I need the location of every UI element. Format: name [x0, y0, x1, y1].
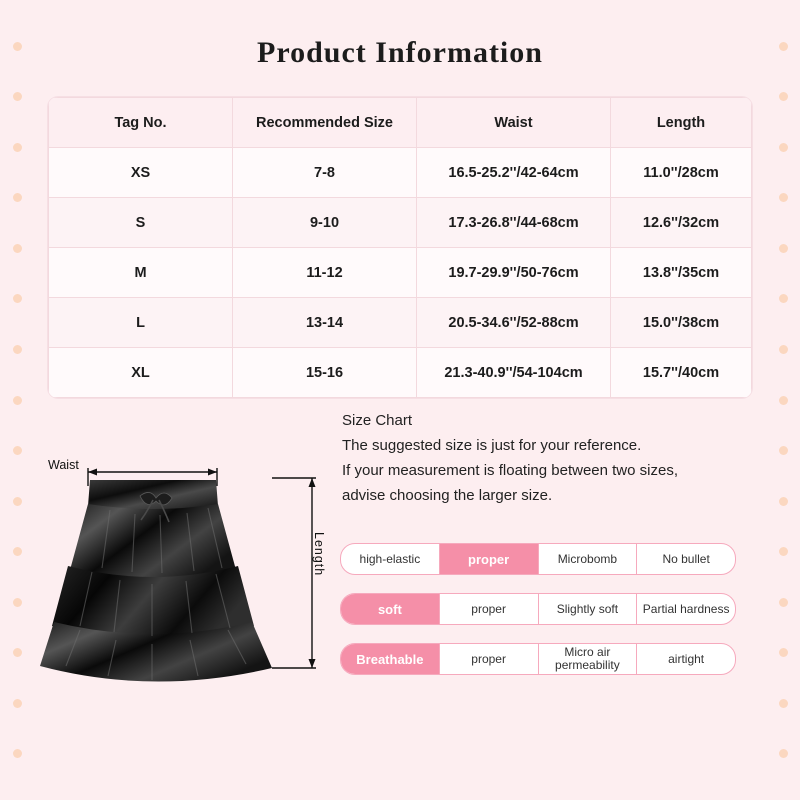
property-cell: No bullet: [662, 551, 710, 566]
property-row-elasticity: [340, 543, 736, 575]
dot-icon: [779, 143, 788, 152]
cell-tag-no: S: [49, 198, 233, 248]
dot-icon: [779, 345, 788, 354]
cell-length: 15.7''/40cm: [611, 348, 752, 398]
dot-icon: [13, 699, 22, 708]
dot-icon: [779, 396, 788, 405]
cell-recommended-size: 15-16: [233, 348, 417, 398]
cell-tag-no: XS: [49, 148, 233, 198]
cell-recommended-size: 11-12: [233, 248, 417, 298]
property-cell: high-elastic: [341, 544, 440, 574]
property-row-breathability: [340, 643, 736, 675]
decorative-dots-left: [2, 0, 32, 800]
column-header-length: Length: [611, 98, 752, 148]
property-cell: Partial hardness: [642, 601, 730, 616]
cell-tag-no: XL: [49, 348, 233, 398]
cell-waist: 16.5-25.2''/42-64cm: [417, 148, 611, 198]
dot-icon: [779, 497, 788, 506]
cell-length: 15.0''/38cm: [611, 298, 752, 348]
note-line-4: advise choosing the larger size.: [342, 487, 553, 504]
property-row-softness: [340, 593, 736, 625]
table-row: [49, 248, 752, 298]
decorative-dots-right: [768, 0, 798, 800]
page-title: Product Information: [257, 36, 543, 69]
dot-icon: [13, 446, 22, 455]
cell-waist: 20.5-34.6''/52-88cm: [417, 298, 611, 348]
dot-icon: [779, 598, 788, 607]
note-line-1: Size Chart: [342, 412, 413, 429]
cell-tag-no: M: [49, 248, 233, 298]
cell-waist: 17.3-26.8''/44-68cm: [417, 198, 611, 248]
table-row: [49, 198, 752, 248]
cell-recommended-size: 13-14: [233, 298, 417, 348]
dot-icon: [13, 143, 22, 152]
column-header-tag-no: Tag No.: [49, 98, 233, 148]
dot-icon: [13, 648, 22, 657]
dot-icon: [779, 699, 788, 708]
dot-icon: [13, 497, 22, 506]
property-cell: Slightly soft: [539, 594, 638, 624]
length-measure-label: Length: [312, 532, 326, 577]
dot-icon: [779, 547, 788, 556]
dot-icon: [13, 244, 22, 253]
table-row: [49, 148, 752, 198]
cell-waist: 21.3-40.9''/54-104cm: [417, 348, 611, 398]
property-cell: Micro air permeability: [539, 644, 638, 674]
property-cell-active: proper: [440, 544, 539, 574]
dot-icon: [13, 92, 22, 101]
dot-icon: [13, 598, 22, 607]
table-row: [49, 348, 752, 398]
note-line-2: The suggested size is just for your reference.: [342, 437, 642, 454]
property-bars: [340, 543, 736, 693]
property-cell-active: Breathable: [341, 644, 440, 674]
dot-icon: [779, 92, 788, 101]
cell-length: 11.0''/28cm: [611, 148, 752, 198]
cell-length: 13.8''/35cm: [611, 248, 752, 298]
dot-icon: [779, 446, 788, 455]
cell-tag-no: L: [49, 298, 233, 348]
column-header-recommended-size: Recommended Size: [233, 98, 417, 148]
dot-icon: [13, 345, 22, 354]
dot-icon: [13, 396, 22, 405]
table-header-row: [49, 98, 752, 148]
property-cell: proper: [440, 644, 539, 674]
cell-recommended-size: 7-8: [233, 148, 417, 198]
dot-icon: [13, 193, 22, 202]
dot-icon: [779, 749, 788, 758]
dot-icon: [779, 244, 788, 253]
size-chart-note: [342, 408, 762, 508]
property-cell: Microbomb: [539, 544, 638, 574]
table-row: [49, 298, 752, 348]
note-line-3: If your measurement is floating between two sizes,: [342, 462, 678, 479]
dot-icon: [13, 547, 22, 556]
cell-waist: 19.7-29.9''/50-76cm: [417, 248, 611, 298]
dot-icon: [13, 749, 22, 758]
dot-icon: [13, 294, 22, 303]
dot-icon: [779, 193, 788, 202]
dot-icon: [779, 294, 788, 303]
property-cell: airtight: [668, 651, 705, 666]
skirt-illustration: [40, 440, 330, 700]
size-chart-table: [48, 97, 752, 398]
dot-icon: [779, 648, 788, 657]
property-cell-active: soft: [341, 594, 440, 624]
product-measurement-diagram: [40, 440, 330, 700]
waist-measure-label: Waist: [48, 458, 79, 472]
cell-recommended-size: 9-10: [233, 198, 417, 248]
property-cell: proper: [440, 594, 539, 624]
cell-length: 12.6''/32cm: [611, 198, 752, 248]
column-header-waist: Waist: [417, 98, 611, 148]
